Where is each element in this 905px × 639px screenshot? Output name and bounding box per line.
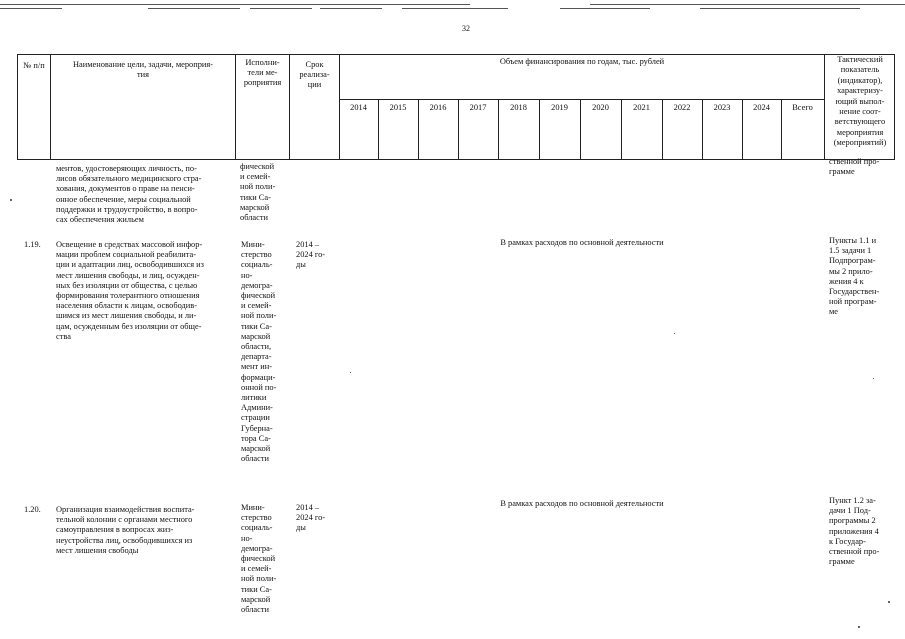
scan-speck bbox=[350, 372, 351, 373]
scan-speck bbox=[674, 333, 675, 334]
row-number: 1.20. bbox=[24, 505, 41, 514]
scan-edge-line bbox=[0, 4, 470, 5]
year-2015: 2015 bbox=[389, 103, 407, 112]
header-num-col: № п/п bbox=[23, 61, 45, 70]
scan-edge-line bbox=[0, 8, 62, 9]
year-total: Всего bbox=[792, 103, 813, 112]
row-executors: фической и семей- ной поли- тики Са- марской области bbox=[240, 162, 276, 223]
row-indicator: ственной про- грамме bbox=[829, 157, 880, 177]
scan-edge-line bbox=[148, 8, 240, 9]
row-name: Освещение в средствах массовой инфор- мации проблем социальной реабилита- ции и адаптации лиц, освободившихся из мест лишения свободы, и лиц, осужден- ных без изоляции от общества, с целью формирования толерантного отношения населения области к лицам, освободив- шимся из мест лишения свободы, и ли- цам, осужденным без изоляции от обще- ства bbox=[56, 240, 204, 341]
row-indicator: Пункты 1.1 и 1.5 задачи 1 Подпрограм- мы 2 прило- жения 4 к Государствен- ной програм- ме bbox=[829, 236, 880, 317]
header-funding-col: Объем финансирования по годам, тыс. рублей bbox=[499, 57, 665, 66]
row-funding: В рамках расходов по основной деятельности bbox=[500, 238, 664, 247]
row-number: 1.19. bbox=[24, 240, 41, 249]
scan-speck bbox=[858, 626, 860, 628]
row-term: 2014 – 2024 го- ды bbox=[296, 503, 326, 533]
scan-edge-line bbox=[590, 4, 905, 5]
year-2021: 2021 bbox=[633, 103, 650, 112]
row-name: ментов, удостоверяющих личность, по- лисов обязательного медицинского стра- хования, документов о праве на пенси- онное обеспечение, меры социальной поддержки и трудоустройство, в вопро- сах обеспечения жильем bbox=[56, 164, 202, 225]
scan-edge-line bbox=[250, 8, 312, 9]
year-2020: 2020 bbox=[592, 103, 609, 112]
year-2023: 2023 bbox=[713, 103, 731, 112]
row-funding: В рамках расходов по основной деятельности bbox=[500, 499, 664, 508]
header-executors-col: Исполни- тели ме- роприятия bbox=[243, 58, 282, 88]
year-2016: 2016 bbox=[429, 103, 447, 112]
scan-speck bbox=[10, 199, 12, 201]
year-2018: 2018 bbox=[510, 103, 527, 112]
header-name-col: Наименование цели, задачи, мероприя- тия bbox=[72, 60, 214, 80]
row-term: 2014 – 2024 го- ды bbox=[296, 240, 326, 270]
row-executors: Мини- стерство социаль- но- демогра- фической и семей- ной поли- тики Са- марской области, департа- мент ин- формаци- онной по- литики Админи- страции Губерна- тора Са- марской области bbox=[241, 240, 277, 464]
year-2022: 2022 bbox=[673, 103, 691, 112]
year-2014: 2014 bbox=[350, 103, 367, 112]
header-term-col: Срок реализа- ции bbox=[299, 60, 330, 90]
scan-speck bbox=[888, 601, 890, 603]
year-2017: 2017 bbox=[469, 103, 487, 112]
row-indicator: Пункт 1.2 за- дачи 1 Под- программы 2 приложения 4 к Государ- ственной про- грамме bbox=[829, 496, 880, 567]
scan-edge-line bbox=[320, 8, 382, 9]
scan-edge-line bbox=[560, 8, 650, 9]
scan-speck bbox=[873, 378, 874, 379]
header-indicator-col: Тактический показатель (индикатор), характеризу- ющий выпол- нение соот- ветствующего мероприятия (мероприятий) bbox=[833, 55, 887, 148]
scan-edge-line bbox=[700, 8, 860, 9]
row-name: Организация взаимодействия воспита- тельной колонии с органами местного самоуправления в вопросах жиз- неустройства лиц, освободившихся из мест лишения свободы bbox=[56, 505, 195, 555]
year-2019: 2019 bbox=[551, 103, 568, 112]
row-executors: Мини- стерство социаль- но- демогра- фической и семей- ной поли- тики Са- марской области bbox=[241, 503, 277, 615]
year-2024: 2024 bbox=[753, 103, 770, 112]
scan-edge-line bbox=[402, 8, 508, 9]
page-number: 32 bbox=[462, 24, 470, 33]
